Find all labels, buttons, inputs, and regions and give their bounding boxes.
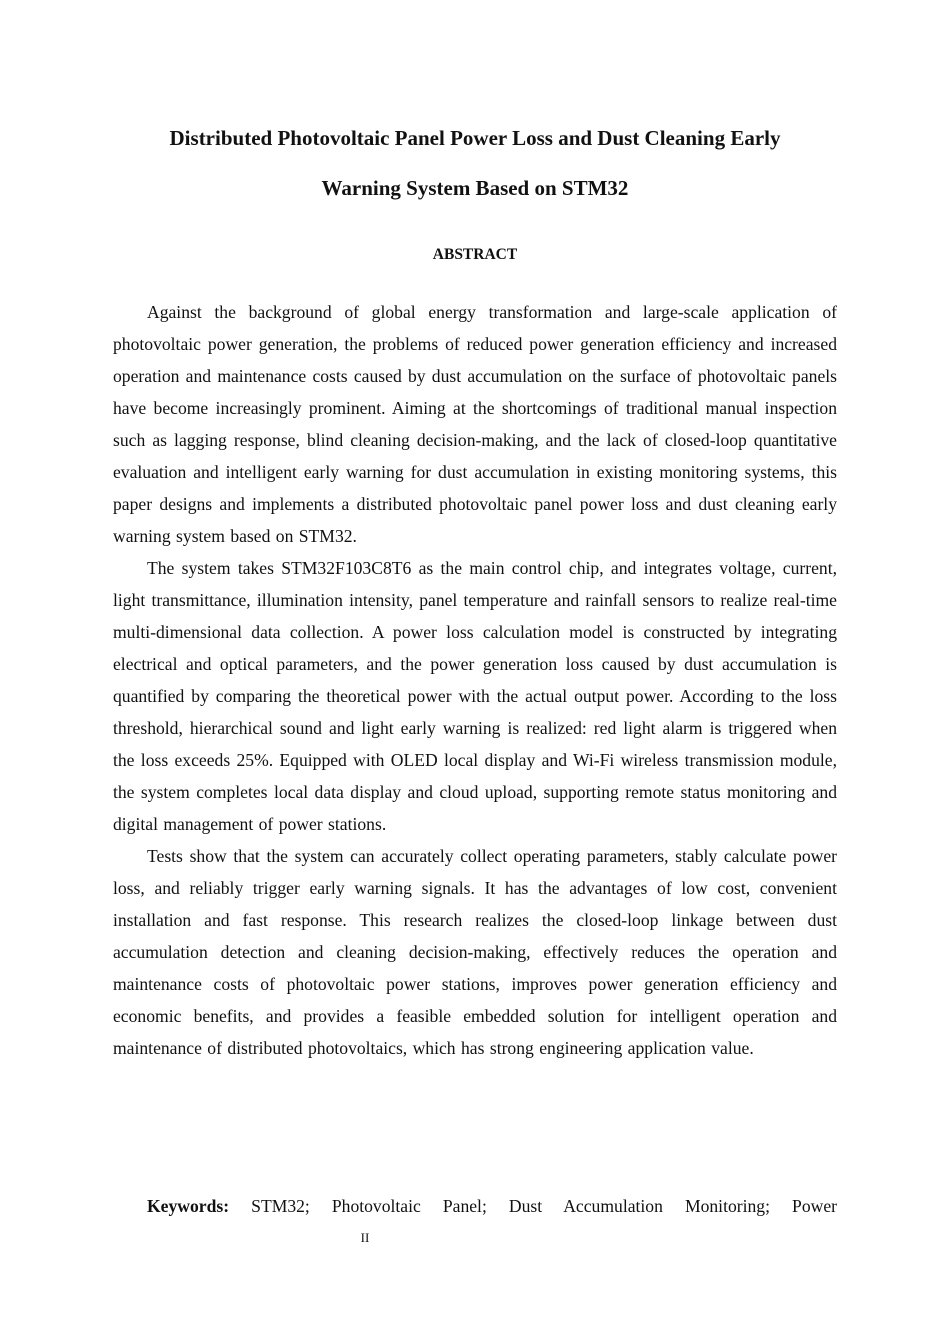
abstract-paragraph-2: The system takes STM32F103C8T6 as the main control chip, and integrates voltage, current, light transmittance, illumination intensity, panel temperature and rainfall sensors to realize real-time multi-dimensional data collection. A power loss calculation model is constructed by integrating electrical and optical parameters, and the power generation loss caused by dust accumulation is quantified by comparing the theoretical power with the actual output power. According to the loss threshold, hierarchical sound and light early warning is realized: red light alarm is triggered when the loss exceeds 25%. Equipped with OLED local display and Wi-Fi wireless transmission module, the system completes local data display and cloud upload, supporting remote status monitoring and digital management of power stations. [113, 558, 837, 834]
paper-title-line-1: Distributed Photovoltaic Panel Power Loss and Dust Cleaning Early [169, 126, 781, 150]
paper-title-line-2: Warning System Based on STM32 [321, 176, 629, 200]
abstract-paragraph-3: Tests show that the system can accurately collect operating parameters, stably calculate power loss, and reliably trigger early warning signals. It has the advantages of low cost, convenient installation and fast response. This research realizes the closed-loop linkage between dust accumulation detection and cleaning decision-making, effectively reduces the operation and maintenance costs of photovoltaic power stations, improves power generation efficiency and economic benefits, and provides a feasible embedded solution for intelligent operation and maintenance of distributed photovoltaics, which has strong engineering application value. [113, 846, 837, 1058]
abstract-body [113, 296, 837, 1064]
page-number: II [360, 1230, 370, 1245]
abstract-heading: ABSTRACT [432, 246, 518, 263]
keywords-line [113, 1190, 837, 1222]
keywords-text: STM32; Photovoltaic Panel; Dust Accumulation Monitoring; Power [251, 1196, 837, 1216]
abstract-paragraph-1: Against the background of global energy transformation and large-scale application of photovoltaic power generation, the problems of reduced power generation efficiency and increased operation and maintenance costs caused by dust accumulation on the surface of photovoltaic panels have become increasingly prominent. Aiming at the shortcomings of traditional manual inspection such as lagging response, blind cleaning decision-making, and the lack of closed-loop quantitative evaluation and intelligent early warning for dust accumulation in existing monitoring systems, this paper designs and implements a distributed photovoltaic panel power loss and dust cleaning early warning system based on STM32. [113, 302, 837, 546]
keywords-label: Keywords: [147, 1196, 230, 1216]
